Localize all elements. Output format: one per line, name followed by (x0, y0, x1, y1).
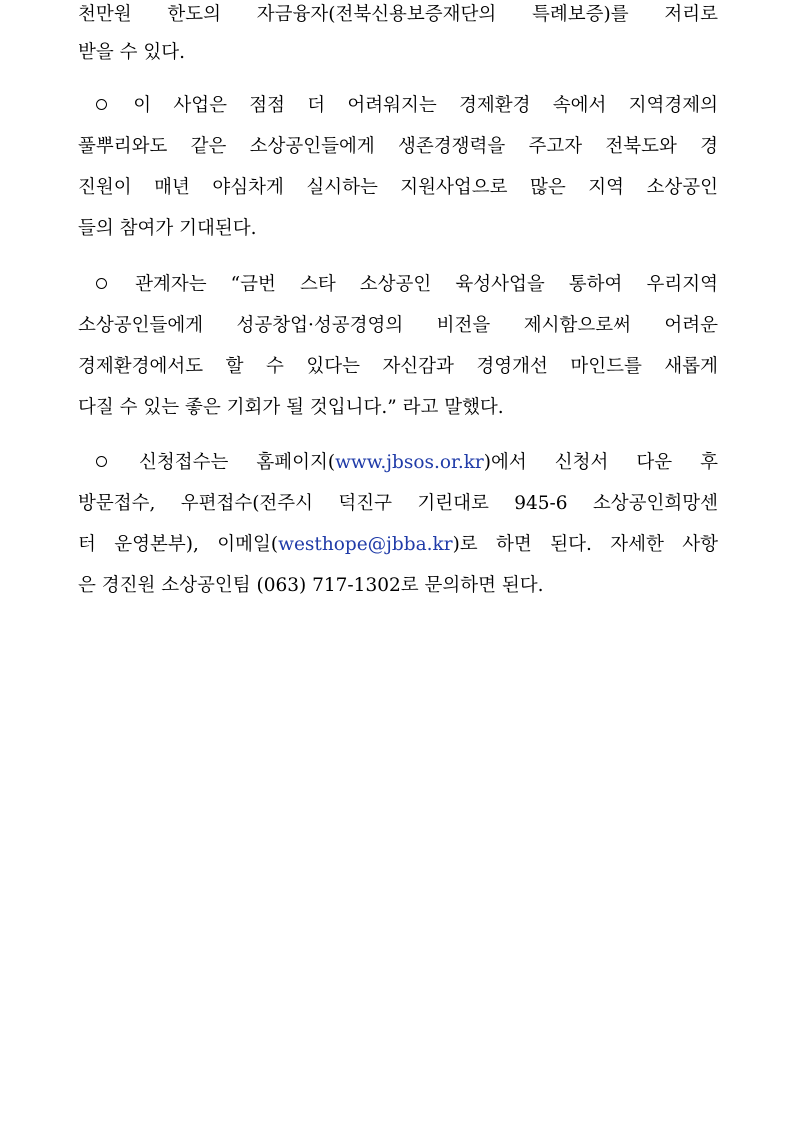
paragraph-line (78, 571, 718, 601)
paragraph-line (78, 530, 718, 560)
paragraph-text-segment: 신청접수는 홈페이지( (139, 452, 336, 473)
paragraph-text: 관계자는 “금번 스타 소상공인 육성사업을 통하여 우리지역 (135, 274, 718, 295)
hollow-circle-bullet-icon (96, 456, 107, 467)
paragraph-text: 들의 참여가 기대된다. (78, 218, 257, 239)
paragraph-text: 방문접수, 우편접수(전주시 덕진구 기린대로 945-6 소상공인희망센 (78, 493, 718, 514)
paragraph-line (78, 173, 718, 203)
hollow-circle-bullet-icon (96, 99, 107, 110)
paragraph-text: 받을 수 있다. (78, 42, 185, 63)
paragraph-line (78, 489, 718, 519)
paragraph-text-segment: )로 하면 된다. 자세한 사항 (452, 534, 718, 555)
paragraph-line (78, 214, 718, 244)
paragraph-line (78, 0, 718, 30)
paragraph-text-segment: 터 운영본부), 이메일( (78, 534, 279, 555)
hollow-circle-bullet-icon (96, 278, 107, 289)
paragraph-line (78, 393, 718, 423)
email-link[interactable]: westhope@jbba.kr (278, 534, 453, 555)
paragraph-line (78, 448, 718, 478)
paragraph-text: 소상공인들에게 성공창업·성공경영의 비전을 제시함으로써 어려운 (78, 315, 718, 336)
paragraph-text-segment: )에서 신청서 다운 후 (483, 452, 718, 473)
paragraph-line (78, 91, 718, 121)
paragraph-text: 천만원 한도의 자금융자(전북신용보증재단의 특례보증)를 저리로 (78, 4, 718, 25)
paragraph-text: 진원이 매년 야심차게 실시하는 지원사업으로 많은 지역 소상공인 (78, 177, 718, 198)
paragraph-text: 은 경진원 소상공인팀 (063) 717-1302로 문의하면 된다. (78, 575, 544, 596)
paragraph-text: 풀뿌리와도 같은 소상공인들에게 생존경쟁력을 주고자 전북도와 경 (78, 136, 718, 157)
paragraph-line (78, 270, 718, 300)
paragraph-line (78, 311, 718, 341)
paragraph-text: 경제환경에서도 할 수 있다는 자신감과 경영개선 마인드를 새롭게 (78, 356, 718, 377)
paragraph-text: 다질 수 있는 좋은 기회가 될 것입니다.” 라고 말했다. (78, 397, 504, 418)
homepage-link[interactable]: www.jbsos.or.kr (335, 452, 484, 473)
paragraph-line (78, 38, 718, 68)
paragraph-line (78, 352, 718, 382)
paragraph-text (139, 452, 718, 473)
paragraph-text (78, 534, 718, 555)
paragraph-line (78, 132, 718, 162)
paragraph-text: 이 사업은 점점 더 어려워지는 경제환경 속에서 지역경제의 (133, 95, 718, 116)
